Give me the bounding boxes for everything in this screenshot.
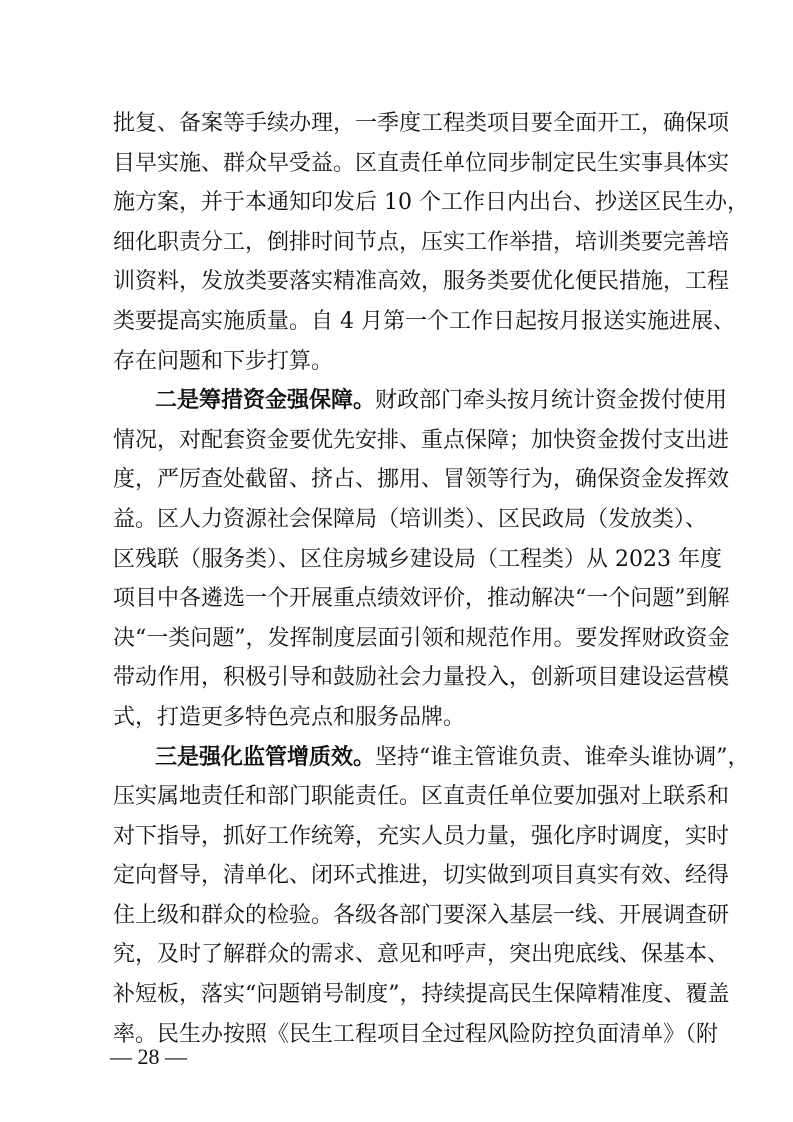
paragraph-2-line-4: 益。区人力资源社会保障局（培训类）、区民政局（发放类）、 — [113, 506, 708, 532]
paragraph-3-line-3: 对下指导，抓好工作统筹，充实人员力量，强化序时调度，实时 — [113, 823, 730, 849]
paragraph-2-line-2: 情况，对配套资金要优先安排、重点保障；加快资金拨付支出进 — [113, 427, 730, 453]
paragraph-1-line-5: 训资料，发放类要落实精准高效，服务类要优化便民措施，工程 — [113, 269, 730, 295]
paragraph-3-line-7: 补短板，落实“问题销号制度”，持续提高民生保障精准度、覆盖 — [113, 982, 730, 1008]
paragraph-3-line-2: 压实属地责任和部门职能责任。区直责任单位要加强对上联系和 — [113, 784, 730, 810]
paragraph-1-line-6: 类要提高实施质量。自 4 月第一个工作日起按月报送实施进展、 — [113, 308, 735, 334]
paragraph-1-line-7: 存在问题和下步打算。 — [113, 348, 334, 374]
body-text — [113, 104, 750, 1054]
paragraph-3-line-8: 率。民生办按照《民生工程项目全过程风险防控负面清单》（附 — [113, 1021, 719, 1047]
paragraph-2-line-9: 式，打造更多特色亮点和服务品牌。 — [113, 704, 466, 730]
paragraph-3-heading: 三是强化监管增质效。 — [155, 744, 376, 770]
paragraph-2-line-8: 带动作用，积极引导和鼓励社会力量投入，创新项目建设运营模 — [113, 665, 730, 691]
paragraph-1-line-2: 目早实施、群众早受益。区直责任单位同步制定民生实事具体实 — [113, 150, 730, 176]
paragraph-3-line-4: 定向督导，清单化、闭环式推进，切实做到项目真实有效、经得 — [113, 863, 730, 889]
paragraph-3-line-6: 究，及时了解群众的需求、意见和呼声，突出兜底线、保基本、 — [113, 942, 730, 968]
paragraph-2-line-5: 区残联（服务类）、区住房城乡建设局（工程类）从 2023 年度 — [113, 546, 722, 572]
paragraph-1-line-4: 细化职责分工，倒排时间节点，压实工作举措，培训类要完善培 — [113, 229, 730, 255]
paragraph-2-line-7: 决“一类问题”，发挥制度层面引领和规范作用。要发挥财政资金 — [113, 625, 730, 651]
page-number: — 28 — — [110, 1044, 187, 1069]
paragraph-1-line-3: 施方案，并于本通知印发后 10 个工作日内出台、抄送区民生办， — [113, 190, 749, 216]
paragraph-2-line-3: 度，严厉查处截留、挤占、挪用、冒领等行为，确保资金发挥效 — [113, 467, 730, 493]
paragraph-2-first-line-text: 财政部门牵头按月统计资金拨付使用 — [375, 388, 728, 414]
paragraph-3-first-line-text: 坚持“谁主管谁负责、谁牵头谁协调”， — [375, 744, 750, 770]
paragraph-3-line-5: 住上级和群众的检验。各级各部门要深入基层一线、开展调查研 — [113, 902, 730, 928]
paragraph-3-first-line — [113, 738, 750, 778]
paragraph-2-heading: 二是筹措资金强保障。 — [155, 388, 376, 414]
paragraph-2-first-line — [113, 381, 728, 421]
paragraph-1-line-1: 批复、备案等手续办理，一季度工程类项目要全面开工，确保项 — [113, 111, 730, 136]
paragraph-2-line-6: 项目中各遴选一个开展重点绩效评价，推动解决“一个问题”到解 — [113, 586, 730, 612]
